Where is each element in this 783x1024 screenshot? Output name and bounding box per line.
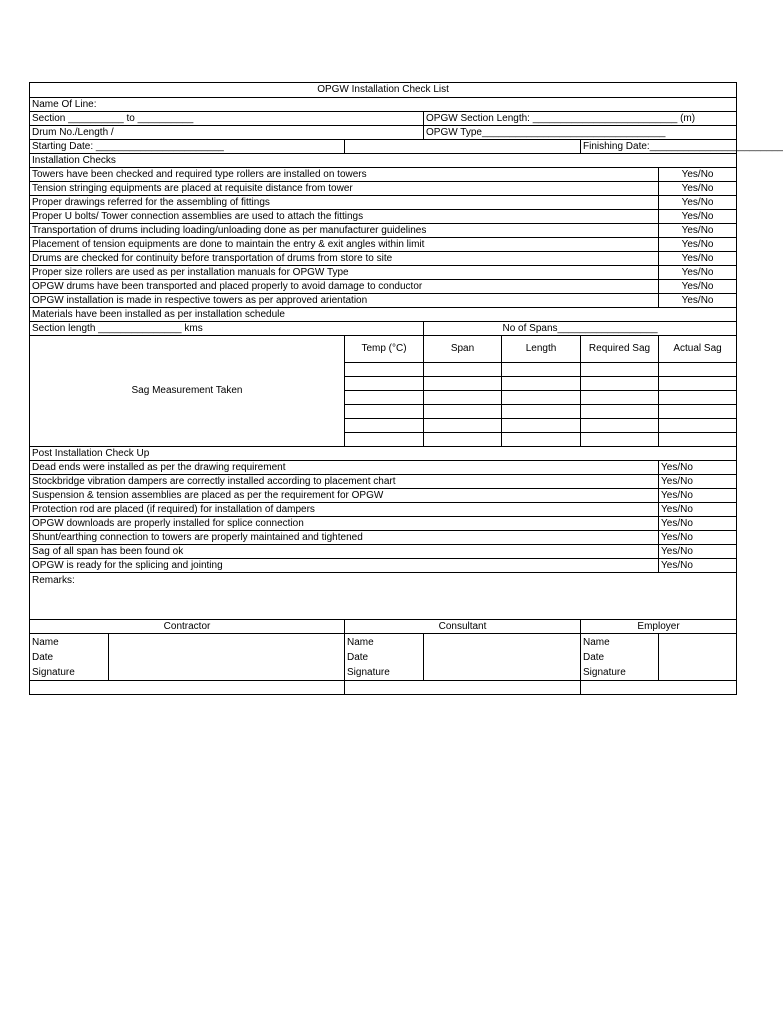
sag-cell[interactable] — [345, 377, 424, 391]
materials-note: Materials have been installed as per installation schedule — [30, 308, 737, 322]
check-text: Towers have been checked and required type rollers are installed on towers — [30, 168, 659, 182]
post-check-answer[interactable]: Yes/No — [659, 559, 737, 573]
post-check-row — [30, 503, 737, 517]
sag-cell[interactable] — [502, 363, 581, 377]
check-row — [30, 252, 737, 266]
post-check-row — [30, 475, 737, 489]
check-row — [30, 196, 737, 210]
check-answer[interactable]: Yes/No — [659, 210, 737, 224]
consultant-labels — [345, 634, 424, 681]
post-check-text: Stockbridge vibration dampers are correctly installed according to placement chart — [30, 475, 659, 489]
finishing-date-field[interactable]: Finishing Date:________________________ — [581, 140, 737, 154]
sag-cell[interactable] — [659, 391, 737, 405]
sag-cell[interactable] — [502, 433, 581, 447]
check-answer[interactable]: Yes/No — [659, 224, 737, 238]
sag-cell[interactable] — [502, 405, 581, 419]
post-check-row — [30, 559, 737, 573]
sag-cell[interactable] — [424, 363, 502, 377]
consultant-sign-area[interactable] — [424, 634, 581, 681]
opgw-section-length-field[interactable]: OPGW Section Length: __________________________ (m) — [424, 112, 737, 126]
check-answer[interactable]: Yes/No — [659, 280, 737, 294]
contractor-footer-cell — [30, 681, 345, 695]
contractor-sign-area[interactable] — [109, 634, 345, 681]
sag-cell[interactable] — [659, 433, 737, 447]
sag-cell[interactable] — [345, 405, 424, 419]
employer-labels — [581, 634, 659, 681]
post-check-row — [30, 517, 737, 531]
check-text: Transportation of drums including loading/unloading done as per manufacturer guidelines — [30, 224, 659, 238]
post-check-answer[interactable]: Yes/No — [659, 531, 737, 545]
check-row — [30, 238, 737, 252]
sag-cell[interactable] — [581, 377, 659, 391]
post-installation-heading: Post Installation Check Up — [30, 447, 737, 461]
post-check-answer[interactable]: Yes/No — [659, 503, 737, 517]
post-check-row — [30, 531, 737, 545]
check-row — [30, 266, 737, 280]
opgw-type-field[interactable]: OPGW Type_________________________________ — [424, 126, 737, 140]
check-answer[interactable]: Yes/No — [659, 266, 737, 280]
sag-col-required-sag: Required Sag — [581, 336, 659, 363]
check-text: Drums are checked for continuity before transportation of drums from store to site — [30, 252, 659, 266]
sag-col-actual-sag: Actual Sag — [659, 336, 737, 363]
sag-cell[interactable] — [659, 377, 737, 391]
check-text: Proper size rollers are used as per installation manuals for OPGW Type — [30, 266, 659, 280]
page-title: OPGW Installation Check List — [30, 83, 737, 98]
sag-cell[interactable] — [581, 433, 659, 447]
no-of-spans-field[interactable]: No of Spans__________________ — [424, 322, 737, 336]
contractor-date-label: Date — [32, 652, 54, 663]
contractor-heading: Contractor — [30, 620, 345, 634]
sag-cell[interactable] — [581, 419, 659, 433]
post-check-answer[interactable]: Yes/No — [659, 475, 737, 489]
contractor-name-label: Name — [32, 637, 59, 648]
employer-sign-area[interactable] — [659, 634, 737, 681]
sag-cell[interactable] — [424, 377, 502, 391]
post-check-text: Suspension & tension assemblies are placed as per the requirement for OPGW — [30, 489, 659, 503]
sag-cell[interactable] — [424, 391, 502, 405]
check-text: OPGW drums have been transported and placed properly to avoid damage to conductor — [30, 280, 659, 294]
check-answer[interactable]: Yes/No — [659, 168, 737, 182]
post-check-text: Shunt/earthing connection to towers are properly maintained and tightened — [30, 531, 659, 545]
post-check-text: OPGW is ready for the splicing and jointing — [30, 559, 659, 573]
check-answer[interactable]: Yes/No — [659, 196, 737, 210]
sag-cell[interactable] — [345, 363, 424, 377]
post-check-row — [30, 545, 737, 559]
post-check-answer[interactable]: Yes/No — [659, 545, 737, 559]
blank-date-cell[interactable] — [345, 140, 581, 154]
sag-cell[interactable] — [581, 363, 659, 377]
contractor-labels — [30, 634, 109, 681]
checklist-table — [29, 82, 783, 695]
sag-cell[interactable] — [345, 433, 424, 447]
post-check-answer[interactable]: Yes/No — [659, 489, 737, 503]
post-check-answer[interactable]: Yes/No — [659, 517, 737, 531]
post-check-text: Dead ends were installed as per the drawing requirement — [30, 461, 659, 475]
sag-cell[interactable] — [659, 405, 737, 419]
sag-cell[interactable] — [581, 405, 659, 419]
drum-no-length-field[interactable]: Drum No./Length / — [30, 126, 424, 140]
consultant-date-label: Date — [347, 652, 369, 663]
sag-cell[interactable] — [502, 419, 581, 433]
check-text: Proper U bolts/ Tower connection assemblies are used to attach the fittings — [30, 210, 659, 224]
employer-footer-cell — [581, 681, 737, 695]
sag-cell[interactable] — [581, 391, 659, 405]
sag-col-length: Length — [502, 336, 581, 363]
post-check-text: Protection rod are placed (if required) for installation of dampers — [30, 503, 659, 517]
post-check-row — [30, 489, 737, 503]
checklist-sheet — [29, 82, 783, 695]
consultant-footer-cell — [345, 681, 581, 695]
employer-date-label: Date — [583, 652, 605, 663]
check-answer[interactable]: Yes/No — [659, 294, 737, 308]
check-text: Tension stringing equipments are placed at requisite distance from tower — [30, 182, 659, 196]
name-of-line-field[interactable]: Name Of Line: — [30, 98, 737, 112]
consultant-heading: Consultant — [345, 620, 581, 634]
post-check-row — [30, 461, 737, 475]
installation-checks-heading: Installation Checks — [30, 154, 737, 168]
check-row — [30, 168, 737, 182]
sag-measurement-label: Sag Measurement Taken — [30, 336, 345, 447]
sag-cell[interactable] — [345, 419, 424, 433]
employer-name-label: Name — [583, 637, 610, 648]
sag-cell[interactable] — [502, 391, 581, 405]
contractor-signature-label: Signature — [32, 667, 75, 678]
sag-cell[interactable] — [659, 363, 737, 377]
check-row — [30, 182, 737, 196]
check-answer[interactable]: Yes/No — [659, 182, 737, 196]
post-check-text: Sag of all span has been found ok — [30, 545, 659, 559]
section-length-field[interactable]: Section length _______________ kms — [30, 322, 424, 336]
check-row — [30, 294, 737, 308]
check-row — [30, 280, 737, 294]
remarks-field[interactable]: Remarks: — [30, 573, 737, 620]
sag-cell[interactable] — [345, 391, 424, 405]
check-text: Proper drawings referred for the assembling of fittings — [30, 196, 659, 210]
section-field[interactable]: Section __________ to __________ — [30, 112, 424, 126]
check-answer[interactable]: Yes/No — [659, 252, 737, 266]
consultant-signature-label: Signature — [347, 667, 390, 678]
sag-cell[interactable] — [424, 405, 502, 419]
sag-cell[interactable] — [659, 419, 737, 433]
check-text: Placement of tension equipments are done to maintain the entry & exit angles within limit — [30, 238, 659, 252]
post-check-answer[interactable]: Yes/No — [659, 461, 737, 475]
employer-signature-label: Signature — [583, 667, 626, 678]
check-row — [30, 210, 737, 224]
starting-date-field[interactable]: Starting Date: _______________________ — [30, 140, 345, 154]
post-check-text: OPGW downloads are properly installed for splice connection — [30, 517, 659, 531]
sag-col-span: Span — [424, 336, 502, 363]
sag-cell[interactable] — [424, 419, 502, 433]
sag-cell[interactable] — [424, 433, 502, 447]
consultant-name-label: Name — [347, 637, 374, 648]
sag-cell[interactable] — [502, 377, 581, 391]
employer-heading: Employer — [581, 620, 737, 634]
sag-col-temp: Temp (°C) — [345, 336, 424, 363]
check-answer[interactable]: Yes/No — [659, 238, 737, 252]
check-row — [30, 224, 737, 238]
check-text: OPGW installation is made in respective towers as per approved arientation — [30, 294, 659, 308]
